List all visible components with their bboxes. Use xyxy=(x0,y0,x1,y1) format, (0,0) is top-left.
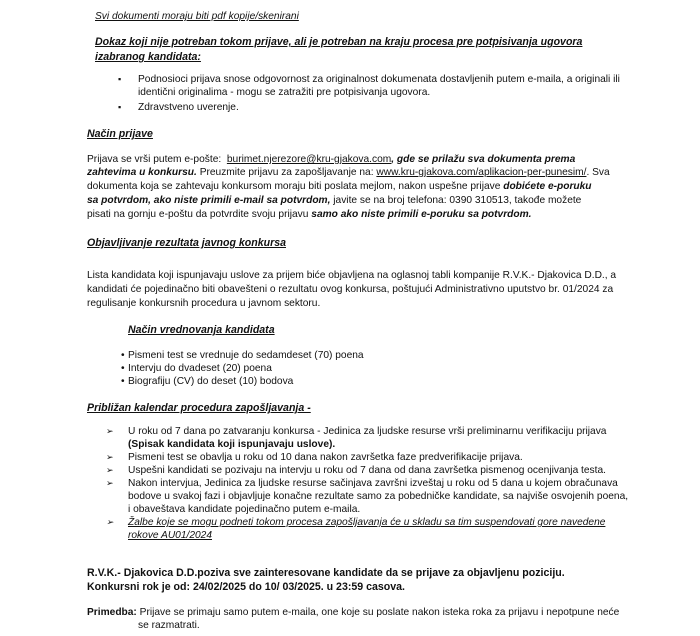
kalendar-item-2: ➢ Pismeni test se obavlja u roku od 10 dana nakon završetka faze predverifikacije prijava. xyxy=(128,451,523,464)
rezultati-line2: kandidati će pojedinačno biti obavešteni o rezultatu ovog konkursa, poštujući Administrativno uputstvo br. 01/2024 za xyxy=(87,284,614,295)
proof-item-1: ▪ Podnosioci prijava snose odgovornost za originalnost dokumenata dostavljenih putem e-maila, a originali ili xyxy=(138,73,620,86)
kalendar-item-5-cont: rokove AU01/2024 xyxy=(128,530,213,541)
nacin-prijave-line3: dokumenta koja se zahtevaju konkursom moraju biti poslata mejlom, nakon uspešne prijave dobićete e-poruku xyxy=(87,181,592,192)
rezultati-line3: regulisanje konkursnih procedura u javnom sektoru. xyxy=(87,298,321,309)
primedba-line2: se razmatrati. xyxy=(138,620,200,631)
kalendar-item-4: ➢ Nakon intervjua, Jedinica za ljudske resurse sačinjava završni izveštaj u roku od 5 dana u kojem obračunava xyxy=(128,477,618,490)
vrednovanje-item-1: • Pismeni test se vrednuje do sedamdeset (70) poena xyxy=(128,349,364,362)
email-link[interactable]: burimet.njerezore@kru-gjakova.com xyxy=(226,154,392,165)
proof-item-2: ▪ Zdravstveno uverenje. xyxy=(138,101,239,114)
nacin-prijave-line2: zahtevima u konkursu. Preuzmite prijavu za zapošljavanje na: www.kru-gjakova.com/aplikacion-per-punesim/. Sva xyxy=(87,167,610,178)
nacin-prijave-line1: Prijava se vrši putem e-pošte: burimet.njerezore@kru-gjakova.com, gde se prilažu sva dokumenta prema xyxy=(87,154,576,165)
proof-heading-line2: izabranog kandidata: xyxy=(95,51,201,63)
poziv-line2: Konkursni rok je od: 24/02/2025 do 10/ 03/2025. u 23:59 casova. xyxy=(87,581,405,593)
proof-item-1-cont: identični originalima - mogu se zatražiti pre potpisivanja ugovora. xyxy=(138,87,431,98)
kalendar-heading: Približan kalendar procedura zapošljavanja - xyxy=(87,402,311,414)
kalendar-item-3: ➢ Uspešni kandidati se pozivaju na intervju u roku od 7 dana od dana završetka pismenog ocenjivanja testa. xyxy=(128,464,606,477)
vrednovanje-item-3: • Biografiju (CV) do deset (10) bodova xyxy=(128,375,293,388)
kalendar-item-1-cont: (Spisak kandidata koji ispunjavaju uslove). xyxy=(128,439,336,450)
intro-note: Svi dokumenti moraju biti pdf kopije/skenirani xyxy=(95,11,299,22)
application-form-link[interactable]: www.kru-gjakova.com/aplikacion-per-punesim/ xyxy=(376,167,587,178)
kalendar-item-4-cont1: bodove u svakoj fazi i objavljuje konačne rezultate samo za pobedničke kandidate, sa najviše osvojenih poena, xyxy=(128,491,629,502)
kalendar-item-5: ➢ Žalbe koje se mogu podneti tokom procesa zapošljavanja će u skladu sa tim suspendovati gore navedene xyxy=(128,516,605,529)
nacin-prijave-heading: Način prijave xyxy=(87,128,153,140)
primedba-label: Primedba: xyxy=(87,607,137,618)
proof-heading-line1: Dokaz koji nije potreban tokom prijave, ali je potreban na kraju procesa pre potpisivanja ugovora xyxy=(95,36,583,48)
vrednovanje-item-2: • Intervju do dvadeset (20) poena xyxy=(128,362,272,375)
poziv-line1: R.V.K.- Djakovica D.D.poziva sve zainteresovane kandidate da se prijave za objavljenu poziciju. xyxy=(87,567,565,579)
vrednovanje-heading: Način vrednovanja kandidata xyxy=(128,324,275,336)
kalendar-item-1: ➢ U roku od 7 dana po zatvaranju konkursa - Jedinica za ljudske resurse vrši preliminarnu verifikaciju prijava xyxy=(128,425,606,438)
rezultati-line1: Lista kandidata koji ispunjavaju uslove za prijem biće objavljena na oglasnoj tabli kompanije R.V.K.- Djakovica D.D., a xyxy=(87,270,617,281)
nacin-prijave-line5: pisati na gornju e-poštu da potvrdite svoju prijavu samo ako niste primili e-poruku sa potvrdom. xyxy=(87,209,532,220)
kalendar-item-4-cont2: i obaveštava kandidate pojedinačno putem e-maila. xyxy=(128,504,361,515)
rezultati-heading: Objavljivanje rezultata javnog konkursa xyxy=(87,237,286,249)
primedba-line1: Primedba: Prijave se primaju samo putem e-maila, one koje su poslate nakon isteka roka za prijavu i nepotpune neće xyxy=(87,607,620,618)
nacin-prijave-line4: sa potvrdom, ako niste primili e-mail sa potvrdom, javite se na broj telefona: 0390 310513, takođe možete xyxy=(87,195,582,206)
